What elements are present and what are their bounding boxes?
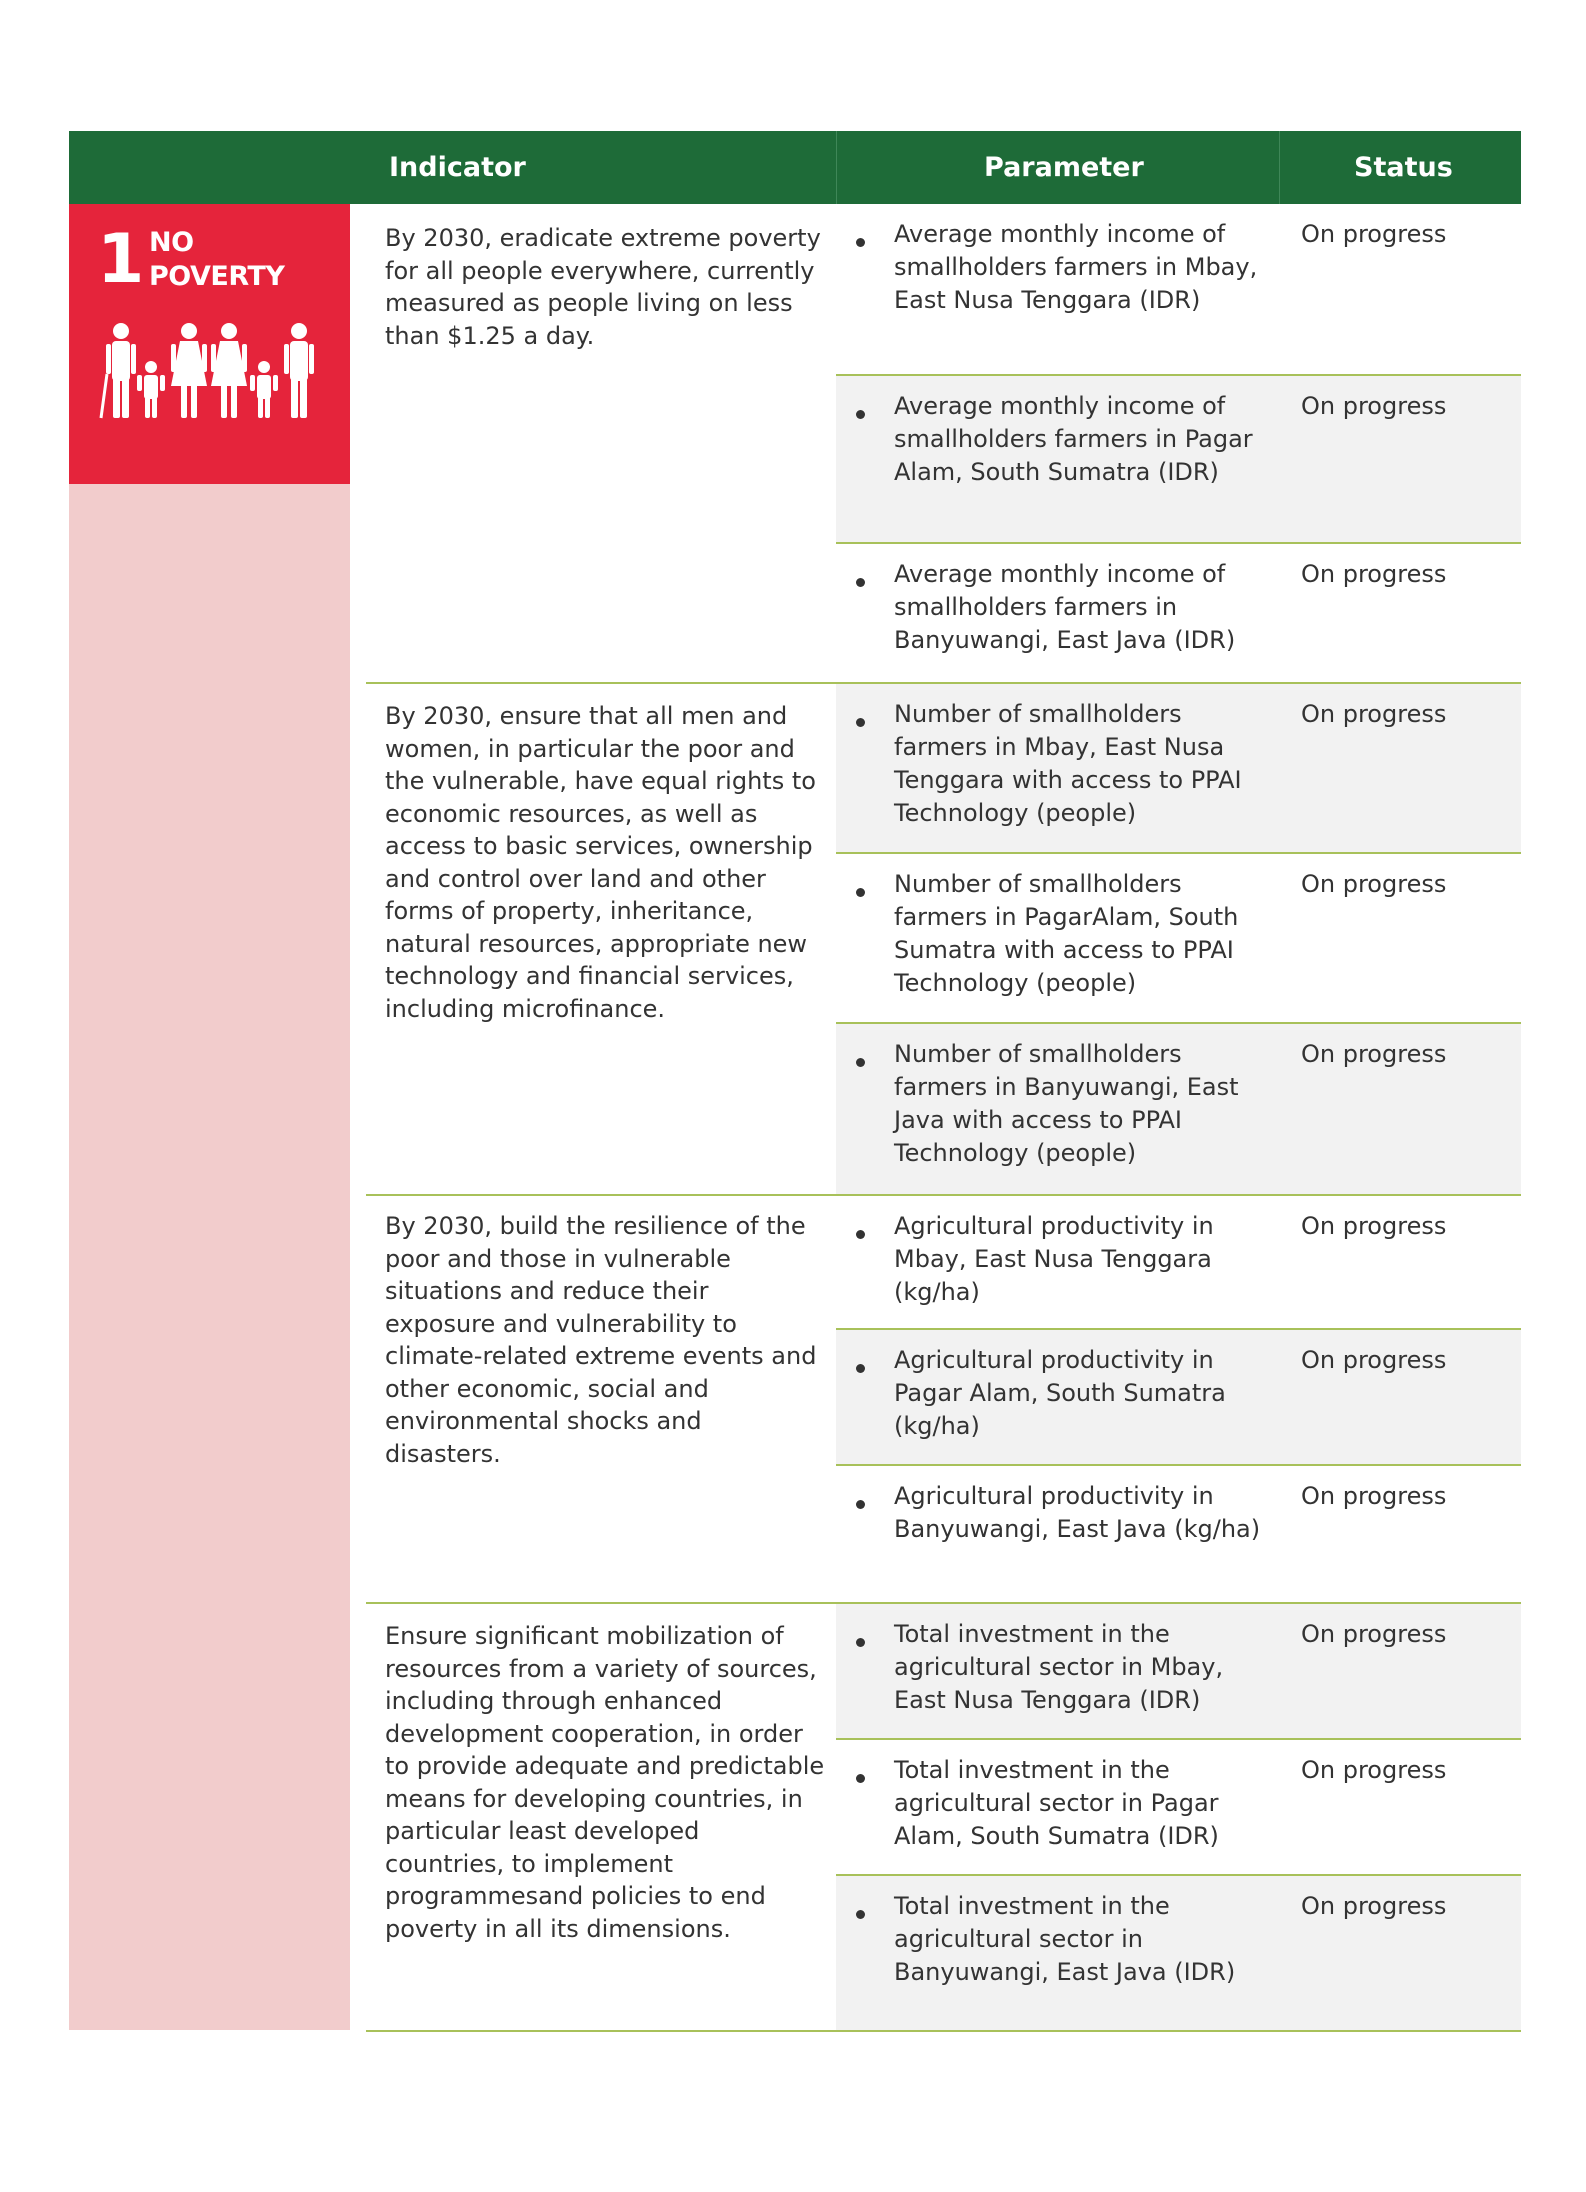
status-text: On progress (1301, 700, 1447, 728)
table-row (836, 1604, 1521, 1738)
indicator-text: Ensure significant mobilization of resources from a variety of sources, including through enhanced development cooperation, in order to provide adequate and predictable means for developing countries, in particular least developed countries, to implement programmesand policies to end poverty in all its dimensions. (385, 1622, 825, 1943)
header-status: Status (1354, 152, 1453, 183)
table-row (836, 376, 1521, 542)
table-row (836, 1330, 1521, 1464)
table-row (836, 1196, 1521, 1328)
parameter-text: Number of smallholders farmers in PagarAlam, South Sumatra with access to PPAI Technology (people) (894, 870, 1239, 997)
sdg-title (149, 226, 284, 294)
parameter-text: Agricultural productivity in Banyuwangi, East Java (kg/ha) (894, 1482, 1261, 1543)
indicator-text: By 2030, eradicate extreme poverty for all people everywhere, currently measured as people living on less than $1.25 a day. (385, 224, 821, 350)
header-indicator: Indicator (389, 152, 526, 183)
table-row (836, 854, 1521, 1022)
sdg-title-line2: POVERTY (149, 261, 285, 292)
bullet-icon (856, 238, 865, 247)
status-text: On progress (1301, 1212, 1447, 1240)
parameter-text: Total investment in the agricultural sector in Mbay, East Nusa Tenggara (IDR) (894, 1620, 1224, 1714)
header-divider (1279, 131, 1280, 204)
group-divider (366, 2030, 1521, 2032)
table-row (836, 1876, 1521, 2030)
sdg-number: 1 (97, 220, 145, 299)
table-row (836, 544, 1521, 682)
status-text: On progress (1301, 1892, 1447, 1920)
status-text: On progress (1301, 1620, 1447, 1648)
status-text: On progress (1301, 1756, 1447, 1784)
bullet-icon (856, 1500, 865, 1509)
parameter-text: Average monthly income of smallholders farmers in Pagar Alam, South Sumatra (IDR) (894, 392, 1253, 486)
parameter-text: Total investment in the agricultural sector in Pagar Alam, South Sumatra (IDR) (894, 1756, 1219, 1850)
indicator-text: By 2030, build the resilience of the poor and those in vulnerable situations and reduce their exposure and vulnerability to climate-related extreme events and other economic, social and environmental shocks and disasters. (385, 1212, 817, 1468)
table-row (836, 1740, 1521, 1874)
sdg-column (69, 204, 350, 2030)
parameter-text: Average monthly income of smallholders farmers in Mbay, East Nusa Tenggara (IDR) (894, 220, 1258, 314)
status-text: On progress (1301, 1482, 1447, 1510)
family-icon (99, 322, 319, 422)
indicator-text: By 2030, ensure that all men and women, in particular the poor and the vulnerable, have equal rights to economic resources, as well as access to basic services, ownership and control over land and other forms of property, inheritance, natural resources, appropriate new technology and financial services, including microfinance. (385, 702, 816, 1023)
parameter-text: Total investment in the agricultural sector in Banyuwangi, East Java (IDR) (894, 1892, 1236, 1986)
parameter-text: Agricultural productivity in Mbay, East Nusa Tenggara (kg/ha) (894, 1212, 1214, 1306)
header-parameter: Parameter (984, 152, 1144, 183)
sdg-title-line1: NO (149, 227, 194, 258)
status-text: On progress (1301, 1040, 1447, 1068)
bullet-icon (856, 1230, 865, 1239)
bullet-icon (856, 578, 865, 587)
bullet-icon (856, 1058, 865, 1067)
table-row (836, 1466, 1521, 1602)
table-header (69, 131, 1521, 204)
status-text: On progress (1301, 560, 1447, 588)
status-text: On progress (1301, 1346, 1447, 1374)
bullet-icon (856, 1638, 865, 1647)
parameter-text: Agricultural productivity in Pagar Alam, South Sumatra (kg/ha) (894, 1346, 1226, 1440)
table-row (836, 1024, 1521, 1194)
bullet-icon (856, 1774, 865, 1783)
bullet-icon (856, 888, 865, 897)
status-text: On progress (1301, 220, 1447, 248)
status-text: On progress (1301, 392, 1447, 420)
parameter-text: Number of smallholders farmers in Banyuwangi, East Java with access to PPAI Technology (people) (894, 1040, 1239, 1167)
bullet-icon (856, 1364, 865, 1373)
bullet-icon (856, 1910, 865, 1919)
table-row (836, 684, 1521, 852)
header-divider (836, 131, 837, 204)
bullet-icon (856, 718, 865, 727)
parameter-text: Average monthly income of smallholders farmers in Banyuwangi, East Java (IDR) (894, 560, 1236, 654)
status-text: On progress (1301, 870, 1447, 898)
parameter-text: Number of smallholders farmers in Mbay, East Nusa Tenggara with access to PPAI Technology (people) (894, 700, 1242, 827)
sdg-tile (69, 204, 350, 484)
table-row (836, 204, 1521, 374)
bullet-icon (856, 410, 865, 419)
